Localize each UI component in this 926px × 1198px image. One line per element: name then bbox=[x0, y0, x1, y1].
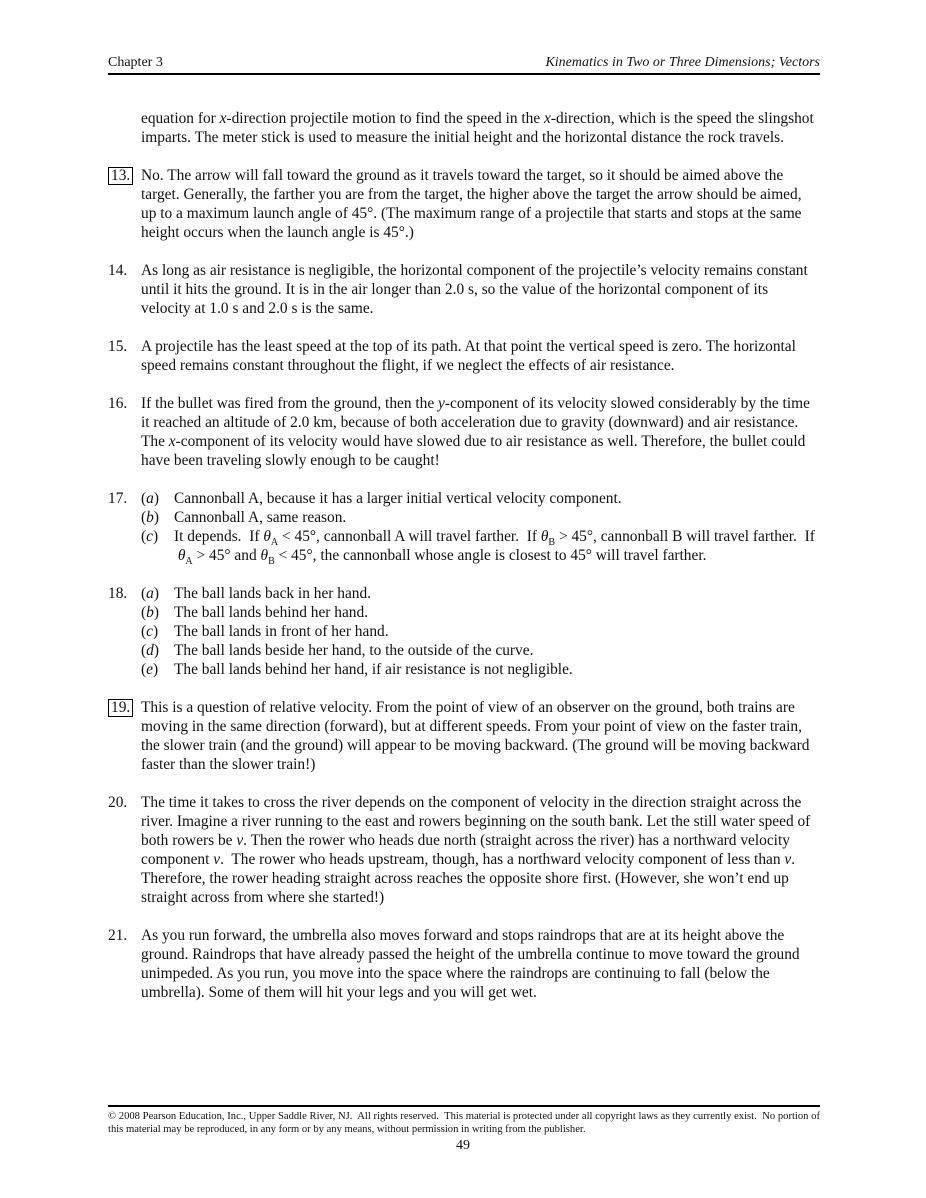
answer-subpart bbox=[108, 508, 820, 527]
answer-item bbox=[108, 584, 820, 679]
header-rule bbox=[108, 73, 820, 75]
answer-item bbox=[108, 394, 820, 470]
answer-item bbox=[108, 489, 820, 568]
subpart-text: Cannonball A, same reason. bbox=[174, 509, 347, 526]
subpart-text: The ball lands in front of her hand. bbox=[174, 623, 389, 640]
answer-subpart bbox=[108, 527, 820, 568]
answer-item bbox=[108, 926, 820, 1002]
subpart-text: The ball lands back in her hand. bbox=[174, 585, 372, 602]
page-body bbox=[108, 109, 820, 1002]
answer-subpart bbox=[108, 622, 820, 641]
subpart-label: (e) bbox=[141, 661, 159, 678]
subpart-text: Cannonball A, because it has a larger initial vertical velocity component. bbox=[174, 490, 622, 507]
subpart-label: (c) bbox=[141, 528, 159, 545]
answer-item bbox=[108, 337, 820, 375]
answer-subpart bbox=[108, 641, 820, 660]
answer-text: No. The arrow will fall toward the ground as it travels toward the target, so it should be aimed above the target. Generally, the farther you are from the target, the higher above the target the arrow should be aimed, up to a maximum launch angle of 45°. (The maximum range of a projectile that starts and stops at the same height occurs when the launch angle is 45°.) bbox=[141, 167, 802, 241]
answer-text: As you run forward, the umbrella also moves forward and stops raindrops that are at its height above the ground. Raindrops that have already passed the height of the umbrella continue to move toward the ground unimpeded. As you run, you move into the space where the raindrops are continuing to fall (below the umbrella). Some of them will hit your legs and you will get wet. bbox=[141, 927, 800, 1001]
item-number: 20. bbox=[108, 794, 128, 811]
boxed-item-number: 13. bbox=[108, 167, 133, 185]
item-number: 17. bbox=[108, 490, 128, 507]
subpart-label: (d) bbox=[141, 642, 159, 659]
subpart-text: The ball lands behind her hand, if air resistance is not negligible. bbox=[174, 661, 573, 678]
answer-text: The time it takes to cross the river depends on the component of velocity in the direction straight across the river. Imagine a river running to the east and rowers beginning on the south bank. Let the still water speed of both rowers be v. Then the rower who heads due north (straight across the river) has a northward velocity component v. The rower who heads upstream, though, has a northward velocity component of less than v. Therefore, the rower heading straight across reaches the opposite shore first. (However, she won’t end up straight across from where she started!) bbox=[141, 794, 811, 906]
answer-item bbox=[108, 793, 820, 907]
item-number: 14. bbox=[108, 262, 128, 279]
subpart-label: (a) bbox=[141, 585, 159, 602]
answer-item bbox=[108, 698, 820, 774]
answer-paragraph bbox=[108, 698, 820, 774]
answer-paragraph bbox=[108, 926, 820, 1002]
subpart-text: It depends. If $\theta_A < 45^\circ$, cannonball A will travel farther. If $\theta_B > 45^\circ$, cannonball B will travel farther. If $\theta_A > 45^\circ$ and $\theta_B < 45^\circ$, the cannonball whose angle is closest to 45° will travel farther. bbox=[174, 528, 815, 568]
answer-subpart bbox=[108, 660, 820, 679]
answer-paragraph bbox=[108, 166, 820, 242]
answer-paragraph bbox=[108, 793, 820, 907]
running-header bbox=[108, 55, 820, 71]
intro-paragraph: equation for x-direction projectile motion to find the speed in the x-direction, which is the speed the slingshot imparts. The meter stick is used to measure the initial height and the horizontal distance the rock travels. bbox=[141, 110, 814, 146]
answer-text: A projectile has the least speed at the top of its path. At that point the vertical speed is zero. The horizontal speed remains constant throughout the flight, if we neglect the effects of air resistance. bbox=[141, 338, 796, 374]
item-number: 18. bbox=[108, 585, 128, 602]
answer-text: If the bullet was fired from the ground, then the y-component of its velocity slowed considerably by the time it reached an altitude of 2.0 km, because of both acceleration due to gravity (downward) and air resistance. The x-component of its velocity would have slowed due to air resistance as well. Therefore, the bullet could have been traveling slowly enough to be caught! bbox=[141, 395, 810, 469]
subpart-text: The ball lands behind her hand. bbox=[174, 604, 369, 621]
subpart-label: (a) bbox=[141, 490, 159, 507]
page-number: 49 bbox=[456, 1138, 470, 1153]
answer-paragraph bbox=[108, 261, 820, 318]
answer-subpart bbox=[108, 489, 820, 508]
answer-text: As long as air resistance is negligible, the horizontal component of the projectile’s velocity remains constant until it hits the ground. It is in the air longer than 2.0 s, so the value of the horizontal component of its velocity at 1.0 s and 2.0 s is the same. bbox=[141, 262, 808, 317]
boxed-item-number: 19. bbox=[108, 699, 133, 717]
footer-rule bbox=[108, 1105, 820, 1107]
subpart-label: (b) bbox=[141, 509, 159, 526]
item-number: 21. bbox=[108, 927, 128, 944]
subpart-label: (c) bbox=[141, 623, 159, 640]
answer-paragraph bbox=[108, 394, 820, 470]
answer-list bbox=[108, 166, 820, 1002]
chapter-label: Chapter 3 bbox=[108, 55, 163, 70]
subpart-text: The ball lands beside her hand, to the outside of the curve. bbox=[174, 642, 534, 659]
answer-item bbox=[108, 261, 820, 318]
item-number: 15. bbox=[108, 338, 128, 355]
answer-subpart bbox=[108, 603, 820, 622]
answer-paragraph bbox=[108, 337, 820, 375]
chapter-title: Kinematics in Two or Three Dimensions; Vectors bbox=[545, 55, 820, 70]
item-number: 16. bbox=[108, 395, 128, 412]
answer-subpart bbox=[108, 584, 820, 603]
answer-item bbox=[108, 166, 820, 242]
copyright-notice: © 2008 Pearson Education, Inc., Upper Saddle River, NJ. All rights reserved. This material is protected under all copyright laws as they currently exist. No portion of this material may be reproduced, in any form or by any means, without permission in writing from the publisher. bbox=[108, 1111, 820, 1135]
subpart-label: (b) bbox=[141, 604, 159, 621]
answer-text: This is a question of relative velocity. From the point of view of an observer on the ground, both trains are moving in the same direction (forward), but at different speeds. From your point of view on the faster train, the slower train (and the ground) will appear to be moving backward. (The ground will be moving backward faster than the slower train!) bbox=[141, 699, 810, 773]
